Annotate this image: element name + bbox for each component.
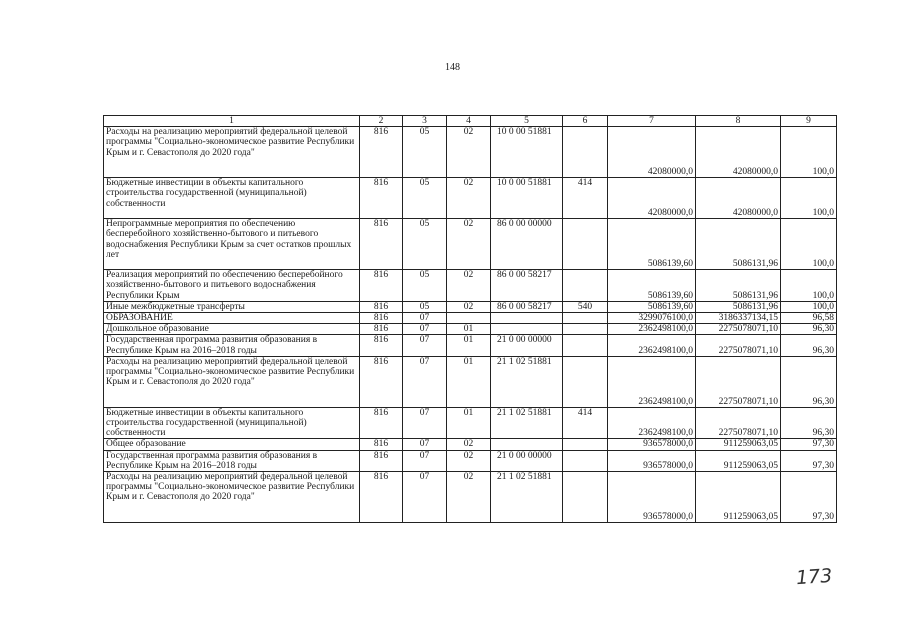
expense-type-code [563,335,608,356]
row-description: Общее образование [104,439,360,450]
execution-percent: 100,0 [781,270,837,302]
subsection-code: 01 [447,335,491,356]
row-description: Дошкольное образование [104,324,360,335]
section-code: 07 [403,407,447,439]
table-row [104,324,837,335]
table-row [104,335,837,356]
approved-amount: 936578000,0 [608,450,696,471]
header-cell: 1 [104,116,360,127]
executed-amount: 3186337134,15 [696,313,781,324]
table-row [104,219,837,270]
subsection-code: 02 [447,472,491,523]
executed-amount: 2275078071,10 [696,356,781,407]
execution-percent: 96,30 [781,356,837,407]
section-code: 07 [403,439,447,450]
subsection-code: 01 [447,356,491,407]
expense-type-code [563,439,608,450]
execution-percent: 97,30 [781,439,837,450]
execution-percent: 97,30 [781,472,837,523]
row-description: Государственная программа развития образования в Республике Крым на 2016–2018 годы [104,335,360,356]
target-article-code: 10 0 00 51881 [491,127,563,178]
page-number: 148 [445,62,460,73]
dept-code: 816 [360,270,403,302]
header-cell: 4 [447,116,491,127]
dept-code: 816 [360,127,403,178]
approved-amount: 936578000,0 [608,439,696,450]
approved-amount: 2362498100,0 [608,356,696,407]
row-description: Реализация мероприятий по обеспечению бесперебойного хозяйственно-бытового и питьевого водоснабжения Республики Крым [104,270,360,302]
header-row [104,116,837,127]
row-description: Иные межбюджетные трансферты [104,301,360,312]
budget-execution-table [103,115,837,523]
target-article-code [491,439,563,450]
approved-amount: 3299076100,0 [608,313,696,324]
target-article-code: 21 0 00 00000 [491,450,563,471]
dept-code: 816 [360,313,403,324]
expense-type-code: 414 [563,178,608,219]
executed-amount: 42080000,0 [696,127,781,178]
target-article-code: 21 1 02 51881 [491,472,563,523]
expense-type-code: 414 [563,407,608,439]
execution-percent: 100,0 [781,219,837,270]
row-description: Расходы на реализацию мероприятий федеральной целевой программы "Социально-экономическое развитие Республики Крым и г. Севастополя до 2020 года" [104,127,360,178]
target-article-code: 21 1 02 51881 [491,356,563,407]
approved-amount: 936578000,0 [608,472,696,523]
execution-percent: 96,30 [781,324,837,335]
dept-code: 816 [360,301,403,312]
subsection-code: 02 [447,219,491,270]
executed-amount: 2275078071,10 [696,335,781,356]
expense-type-code [563,127,608,178]
table-row [104,407,837,439]
header-cell: 7 [608,116,696,127]
table-row [104,270,837,302]
approved-amount: 5086139,60 [608,301,696,312]
approved-amount: 42080000,0 [608,178,696,219]
section-code: 07 [403,324,447,335]
table-row [104,127,837,178]
table-row [104,439,837,450]
execution-percent: 100,0 [781,301,837,312]
executed-amount: 5086131,96 [696,270,781,302]
subsection-code: 02 [447,270,491,302]
expense-type-code [563,356,608,407]
section-code: 05 [403,219,447,270]
dept-code: 816 [360,335,403,356]
expense-type-code [563,324,608,335]
target-article-code: 86 0 00 00000 [491,219,563,270]
target-article-code: 21 0 00 00000 [491,335,563,356]
executed-amount: 2275078071,10 [696,324,781,335]
header-cell: 5 [491,116,563,127]
approved-amount: 2362498100,0 [608,324,696,335]
table-row [104,450,837,471]
row-description: ОБРАЗОВАНИЕ [104,313,360,324]
execution-percent: 97,30 [781,450,837,471]
dept-code: 816 [360,407,403,439]
approved-amount: 5086139,60 [608,219,696,270]
target-article-code [491,324,563,335]
executed-amount: 911259063,05 [696,472,781,523]
approved-amount: 5086139,60 [608,270,696,302]
executed-amount: 911259063,05 [696,439,781,450]
executed-amount: 5086131,96 [696,219,781,270]
execution-percent: 100,0 [781,178,837,219]
section-code: 07 [403,450,447,471]
executed-amount: 42080000,0 [696,178,781,219]
section-code: 07 [403,356,447,407]
target-article-code: 86 0 00 58217 [491,270,563,302]
execution-percent: 96,58 [781,313,837,324]
row-description: Расходы на реализацию мероприятий федеральной целевой программы "Социально-экономическое развитие Республики Крым и г. Севастополя до 2020 года" [104,472,360,523]
row-description: Государственная программа развития образования в Республике Крым на 2016–2018 годы [104,450,360,471]
subsection-code: 02 [447,439,491,450]
subsection-code: 02 [447,178,491,219]
approved-amount: 2362498100,0 [608,407,696,439]
header-cell: 8 [696,116,781,127]
dept-code: 816 [360,219,403,270]
target-article-code [491,313,563,324]
section-code: 07 [403,472,447,523]
section-code: 05 [403,178,447,219]
table-row [104,301,837,312]
row-description: Бюджетные инвестиции в объекты капитального строительства государственной (муниципальной) собственности [104,178,360,219]
table-row [104,472,837,523]
target-article-code: 21 1 02 51881 [491,407,563,439]
handwritten-mark: 173 [795,564,833,590]
table-row [104,313,837,324]
executed-amount: 911259063,05 [696,450,781,471]
expense-type-code [563,472,608,523]
section-code: 05 [403,127,447,178]
target-article-code: 86 0 00 58217 [491,301,563,312]
row-description: Бюджетные инвестиции в объекты капитального строительства государственной (муниципальной) собственности [104,407,360,439]
executed-amount: 5086131,96 [696,301,781,312]
dept-code: 816 [360,356,403,407]
section-code: 05 [403,301,447,312]
dept-code: 816 [360,472,403,523]
section-code: 07 [403,335,447,356]
subsection-code: 02 [447,301,491,312]
executed-amount: 2275078071,10 [696,407,781,439]
approved-amount: 42080000,0 [608,127,696,178]
dept-code: 816 [360,178,403,219]
header-cell: 6 [563,116,608,127]
execution-percent: 100,0 [781,127,837,178]
subsection-code [447,313,491,324]
dept-code: 816 [360,450,403,471]
row-description: Непрограммные мероприятия по обеспечению бесперебойного хозяйственно-бытового и питьевого водоснабжения Республики Крым за счет остатков прошлых лет [104,219,360,270]
section-code: 05 [403,270,447,302]
subsection-code: 01 [447,324,491,335]
subsection-code: 02 [447,127,491,178]
table-row [104,356,837,407]
expense-type-code: 540 [563,301,608,312]
table-row [104,178,837,219]
execution-percent: 96,30 [781,407,837,439]
expense-type-code [563,270,608,302]
subsection-code: 02 [447,450,491,471]
header-cell: 3 [403,116,447,127]
section-code: 07 [403,313,447,324]
header-cell: 2 [360,116,403,127]
target-article-code: 10 0 00 51881 [491,178,563,219]
approved-amount: 2362498100,0 [608,335,696,356]
subsection-code: 01 [447,407,491,439]
expense-type-code [563,450,608,471]
expense-type-code [563,313,608,324]
execution-percent: 96,30 [781,335,837,356]
dept-code: 816 [360,439,403,450]
dept-code: 816 [360,324,403,335]
row-description: Расходы на реализацию мероприятий федеральной целевой программы "Социально-экономическое развитие Республики Крым и г. Севастополя до 2020 года" [104,356,360,407]
header-cell: 9 [781,116,837,127]
expense-type-code [563,219,608,270]
